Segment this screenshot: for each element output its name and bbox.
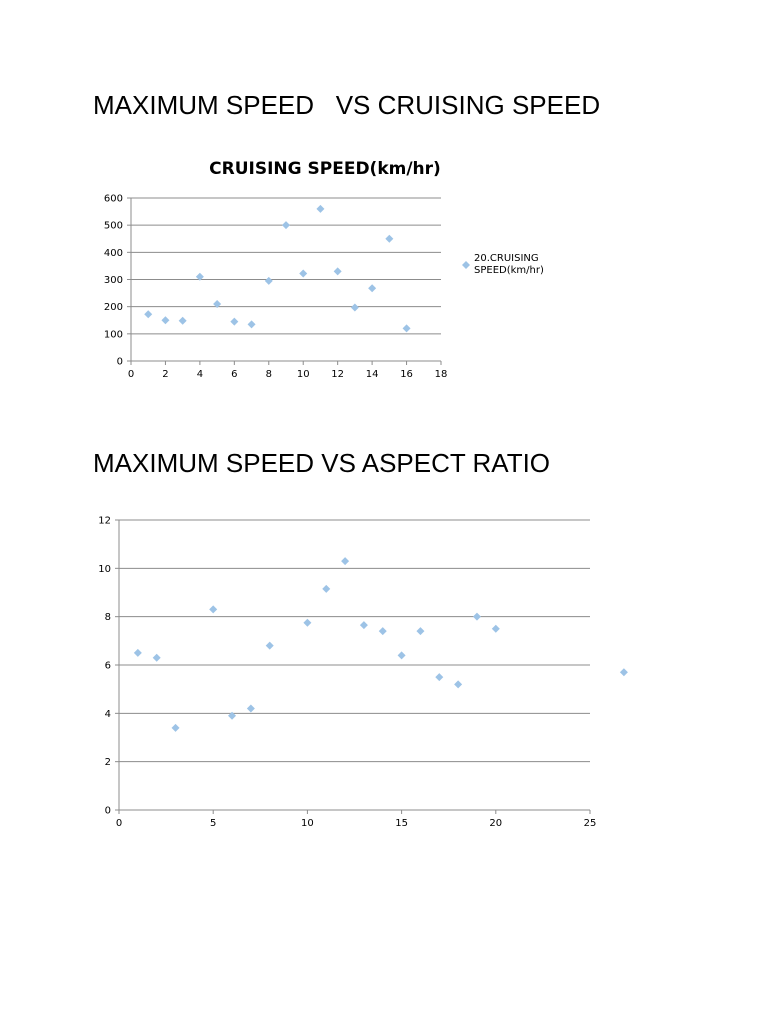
data-point [144, 310, 152, 318]
y-tick-label: 6 [104, 660, 111, 672]
data-point [299, 270, 307, 278]
aspect-ratio-chart [0, 505, 768, 845]
y-tick-label: 0 [116, 356, 123, 368]
x-tick-label: 8 [265, 369, 272, 380]
data-point [416, 627, 424, 635]
x-tick-label: 0 [115, 818, 123, 829]
data-point [322, 585, 330, 593]
y-tick-label: 4 [104, 708, 111, 720]
data-point [454, 680, 462, 688]
cruising-speed-chart [0, 150, 768, 410]
chart-points [144, 205, 410, 333]
x-tick-label: 10 [301, 818, 314, 829]
chart-axes [115, 520, 590, 814]
x-tick-label: 6 [231, 369, 238, 380]
data-point [248, 320, 256, 328]
data-point [435, 673, 443, 681]
chart-title: CRUISING SPEED(km/hr) [209, 159, 441, 179]
x-tick-label: 20 [489, 818, 503, 829]
y-tick-label: 12 [98, 515, 111, 527]
x-tick-label: 2 [162, 369, 169, 380]
data-point [492, 625, 500, 633]
data-point [341, 557, 349, 565]
y-tick-label: 400 [103, 247, 123, 259]
x-tick-label: 12 [331, 369, 345, 380]
x-tick-label: 18 [434, 369, 448, 380]
y-tick-label: 2 [104, 757, 111, 769]
data-point [282, 221, 290, 229]
data-point [179, 317, 187, 325]
y-tick-label: 600 [103, 193, 123, 205]
chart-gridlines [131, 198, 441, 334]
section-heading-cruising: MAXIMUM SPEED VS CRUISING SPEED [93, 90, 601, 120]
data-point [265, 277, 273, 285]
data-point [247, 705, 255, 713]
data-point [379, 627, 387, 635]
x-tick-label: 0 [127, 369, 135, 380]
data-point [620, 668, 628, 676]
y-tick-label: 0 [104, 805, 111, 817]
y-tick-label: 200 [103, 302, 123, 314]
data-point [134, 649, 142, 657]
x-tick-label: 16 [400, 369, 413, 380]
data-point [351, 303, 359, 311]
chart-legend [462, 253, 544, 276]
data-point [403, 324, 411, 332]
data-point [334, 267, 342, 275]
section-heading-aspect-ratio: MAXIMUM SPEED VS ASPECT RATIO [93, 448, 551, 478]
data-point [385, 235, 393, 243]
data-point [303, 619, 311, 627]
chart-gridlines [119, 520, 590, 762]
data-point [473, 613, 481, 621]
x-tick-label: 4 [196, 369, 204, 380]
data-point [316, 205, 324, 213]
x-tick-label: 25 [583, 818, 597, 829]
data-point [209, 605, 217, 613]
data-point [153, 654, 161, 662]
y-tick-label: 500 [103, 220, 123, 232]
chart-points [134, 557, 628, 732]
legend-marker [462, 261, 470, 269]
data-point [230, 318, 238, 326]
x-tick-label: 15 [395, 818, 408, 829]
x-tick-label: 10 [296, 369, 310, 380]
x-tick-label: 5 [210, 818, 217, 829]
y-tick-label: 8 [104, 612, 111, 624]
y-tick-label: 10 [98, 563, 111, 575]
legend-label: 20.CRUISING SPEED(km/hr) [474, 253, 544, 276]
y-tick-label: 300 [103, 275, 123, 286]
data-point [172, 724, 180, 732]
data-point [266, 642, 274, 650]
x-tick-label: 14 [365, 369, 379, 380]
y-tick-label: 100 [103, 329, 123, 341]
chart-tick-labels [104, 194, 447, 381]
data-point [161, 316, 169, 324]
chart-axes [127, 198, 441, 365]
data-point [368, 284, 376, 292]
data-point [398, 651, 406, 659]
data-point [360, 621, 368, 629]
